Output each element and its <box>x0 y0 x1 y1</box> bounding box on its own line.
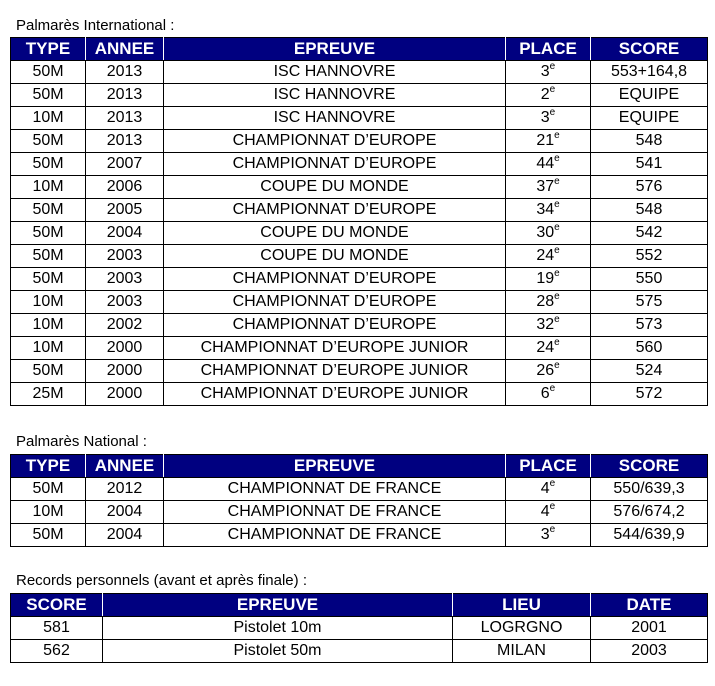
event-cell: CHAMPIONNAT D’EUROPE <box>164 291 506 314</box>
place-cell <box>506 360 591 383</box>
date-cell: 2001 <box>591 617 708 640</box>
year-cell: 2000 <box>86 360 164 383</box>
place-suffix: e <box>549 84 556 95</box>
national-header-row <box>11 455 708 478</box>
year-cell: 2013 <box>86 61 164 84</box>
score-cell: EQUIPE <box>591 107 708 130</box>
score-cell: 581 <box>11 617 103 640</box>
national-table <box>10 454 708 547</box>
event-cell: ISC HANNOVRE <box>164 84 506 107</box>
year-cell: 2004 <box>86 524 164 547</box>
table-row <box>11 501 708 524</box>
place-suffix: e <box>549 383 556 394</box>
type-cell: 50M <box>11 360 86 383</box>
place-number: 21 <box>536 132 555 149</box>
event-cell: CHAMPIONNAT DE FRANCE <box>164 501 506 524</box>
event-cell: COUPE DU MONDE <box>164 245 506 268</box>
national-table-body <box>11 478 708 547</box>
score-cell: 548 <box>591 130 708 153</box>
place-number: 37 <box>536 178 555 195</box>
place-number: 28 <box>536 293 555 310</box>
place-suffix: e <box>554 291 560 302</box>
event-cell: ISC HANNOVRE <box>164 107 506 130</box>
score-cell: 553+164,8 <box>591 61 708 84</box>
place-number: 4 <box>540 480 550 497</box>
table-row <box>11 107 708 130</box>
place-cell <box>506 199 591 222</box>
score-cell: 560 <box>591 337 708 360</box>
table-row <box>11 245 708 268</box>
place-cell <box>506 84 591 107</box>
event-cell: COUPE DU MONDE <box>164 176 506 199</box>
table-row <box>11 524 708 547</box>
place-suffix: e <box>549 501 556 512</box>
score-cell: 524 <box>591 360 708 383</box>
header-lieu: LIEU <box>453 594 591 617</box>
score-cell: 541 <box>591 153 708 176</box>
place-cell <box>506 524 591 547</box>
type-cell: 50M <box>11 245 86 268</box>
year-cell: 2003 <box>86 245 164 268</box>
header-type: TYPE <box>11 455 86 478</box>
place-cell <box>506 245 591 268</box>
score-cell: 544/639,9 <box>591 524 708 547</box>
table-row <box>11 61 708 84</box>
place-number: 44 <box>536 155 555 172</box>
table-row <box>11 314 708 337</box>
year-cell: 2004 <box>86 222 164 245</box>
event-cell: CHAMPIONNAT D’EUROPE JUNIOR <box>164 360 506 383</box>
place-suffix: e <box>549 524 556 535</box>
header-type: TYPE <box>11 38 86 61</box>
year-cell: 2006 <box>86 176 164 199</box>
table-row <box>11 268 708 291</box>
score-cell: 542 <box>591 222 708 245</box>
year-cell: 2007 <box>86 153 164 176</box>
year-cell: 2003 <box>86 291 164 314</box>
event-cell: CHAMPIONNAT D’EUROPE <box>164 314 506 337</box>
event-cell: CHAMPIONNAT D’EUROPE <box>164 153 506 176</box>
score-cell: 572 <box>591 383 708 406</box>
type-cell: 50M <box>11 199 86 222</box>
place-number: 3 <box>540 109 550 126</box>
header-place: PLACE <box>506 38 591 61</box>
date-cell: 2003 <box>591 640 708 663</box>
place-number: 3 <box>540 526 550 543</box>
place-number: 30 <box>536 224 555 241</box>
year-cell: 2004 <box>86 501 164 524</box>
place-number: 24 <box>536 247 555 264</box>
event-cell: Pistolet 10m <box>103 617 453 640</box>
score-cell: EQUIPE <box>591 84 708 107</box>
place-suffix: e <box>554 130 560 141</box>
place-cell <box>506 107 591 130</box>
header-epreuve: EPREUVE <box>164 38 506 61</box>
records-table <box>10 593 708 663</box>
score-cell: 576 <box>591 176 708 199</box>
type-cell: 10M <box>11 176 86 199</box>
table-row <box>11 130 708 153</box>
place-suffix: e <box>549 61 556 72</box>
score-cell: 576/674,2 <box>591 501 708 524</box>
header-date: DATE <box>591 594 708 617</box>
place-number: 6 <box>540 385 550 402</box>
event-cell: CHAMPIONNAT D’EUROPE <box>164 130 506 153</box>
type-cell: 50M <box>11 222 86 245</box>
place-number: 26 <box>536 362 555 379</box>
type-cell: 10M <box>11 337 86 360</box>
header-epreuve: EPREUVE <box>103 594 453 617</box>
header-annee: ANNEE <box>86 38 164 61</box>
score-cell: 575 <box>591 291 708 314</box>
place-suffix: e <box>549 107 556 118</box>
place-suffix: e <box>554 176 560 187</box>
event-cell: CHAMPIONNAT D’EUROPE JUNIOR <box>164 337 506 360</box>
international-title: Palmarès International : <box>16 17 175 34</box>
place-suffix: e <box>554 199 560 210</box>
score-cell: 548 <box>591 199 708 222</box>
type-cell: 10M <box>11 291 86 314</box>
place-cell <box>506 337 591 360</box>
national-title: Palmarès National : <box>16 433 147 450</box>
event-cell: COUPE DU MONDE <box>164 222 506 245</box>
location-cell: LOGRGNO <box>453 617 591 640</box>
type-cell: 50M <box>11 524 86 547</box>
year-cell: 2003 <box>86 268 164 291</box>
event-cell: CHAMPIONNAT D’EUROPE JUNIOR <box>164 383 506 406</box>
year-cell: 2013 <box>86 84 164 107</box>
international-table-body <box>11 61 708 406</box>
place-number: 2 <box>540 86 550 103</box>
place-number: 34 <box>536 201 555 218</box>
place-number: 32 <box>536 316 555 333</box>
table-row <box>11 199 708 222</box>
table-row <box>11 176 708 199</box>
place-cell <box>506 291 591 314</box>
place-number: 24 <box>536 339 555 356</box>
year-cell: 2013 <box>86 130 164 153</box>
place-suffix: e <box>554 268 560 279</box>
place-number: 19 <box>536 270 555 287</box>
header-epreuve: EPREUVE <box>164 455 506 478</box>
place-cell <box>506 222 591 245</box>
year-cell: 2000 <box>86 383 164 406</box>
records-title: Records personnels (avant et après finale) : <box>16 572 307 589</box>
table-row <box>11 222 708 245</box>
place-cell <box>506 61 591 84</box>
place-suffix: e <box>554 222 560 233</box>
place-suffix: e <box>549 478 556 489</box>
score-cell: 562 <box>11 640 103 663</box>
table-row <box>11 478 708 501</box>
score-cell: 552 <box>591 245 708 268</box>
event-cell: CHAMPIONNAT D’EUROPE <box>164 199 506 222</box>
table-row <box>11 153 708 176</box>
event-cell: CHAMPIONNAT DE FRANCE <box>164 524 506 547</box>
header-score: SCORE <box>591 455 708 478</box>
type-cell: 10M <box>11 107 86 130</box>
table-row <box>11 291 708 314</box>
place-suffix: e <box>554 153 560 164</box>
place-cell <box>506 314 591 337</box>
event-cell: Pistolet 50m <box>103 640 453 663</box>
event-cell: CHAMPIONNAT DE FRANCE <box>164 478 506 501</box>
records-header-row <box>11 594 708 617</box>
table-row <box>11 640 708 663</box>
event-cell: CHAMPIONNAT D’EUROPE <box>164 268 506 291</box>
type-cell: 50M <box>11 153 86 176</box>
table-row <box>11 360 708 383</box>
type-cell: 50M <box>11 61 86 84</box>
location-cell: MILAN <box>453 640 591 663</box>
place-suffix: e <box>554 314 560 325</box>
year-cell: 2013 <box>86 107 164 130</box>
place-cell <box>506 176 591 199</box>
type-cell: 10M <box>11 501 86 524</box>
header-score: SCORE <box>11 594 103 617</box>
type-cell: 50M <box>11 130 86 153</box>
table-row <box>11 383 708 406</box>
header-annee: ANNEE <box>86 455 164 478</box>
place-suffix: e <box>554 245 560 256</box>
table-row <box>11 617 708 640</box>
type-cell: 25M <box>11 383 86 406</box>
year-cell: 2005 <box>86 199 164 222</box>
international-header-row <box>11 38 708 61</box>
event-cell: ISC HANNOVRE <box>164 61 506 84</box>
international-table <box>10 37 708 406</box>
place-number: 3 <box>540 63 550 80</box>
type-cell: 50M <box>11 84 86 107</box>
records-table-body <box>11 617 708 663</box>
score-cell: 550/639,3 <box>591 478 708 501</box>
place-cell <box>506 153 591 176</box>
type-cell: 50M <box>11 268 86 291</box>
type-cell: 10M <box>11 314 86 337</box>
place-cell <box>506 478 591 501</box>
year-cell: 2012 <box>86 478 164 501</box>
place-cell <box>506 383 591 406</box>
place-suffix: e <box>554 337 560 348</box>
place-number: 4 <box>540 503 550 520</box>
score-cell: 550 <box>591 268 708 291</box>
score-cell: 573 <box>591 314 708 337</box>
place-cell <box>506 268 591 291</box>
table-row <box>11 84 708 107</box>
place-cell <box>506 130 591 153</box>
year-cell: 2002 <box>86 314 164 337</box>
place-suffix: e <box>554 360 560 371</box>
header-place: PLACE <box>506 455 591 478</box>
place-cell <box>506 501 591 524</box>
type-cell: 50M <box>11 478 86 501</box>
header-score: SCORE <box>591 38 708 61</box>
year-cell: 2000 <box>86 337 164 360</box>
table-row <box>11 337 708 360</box>
